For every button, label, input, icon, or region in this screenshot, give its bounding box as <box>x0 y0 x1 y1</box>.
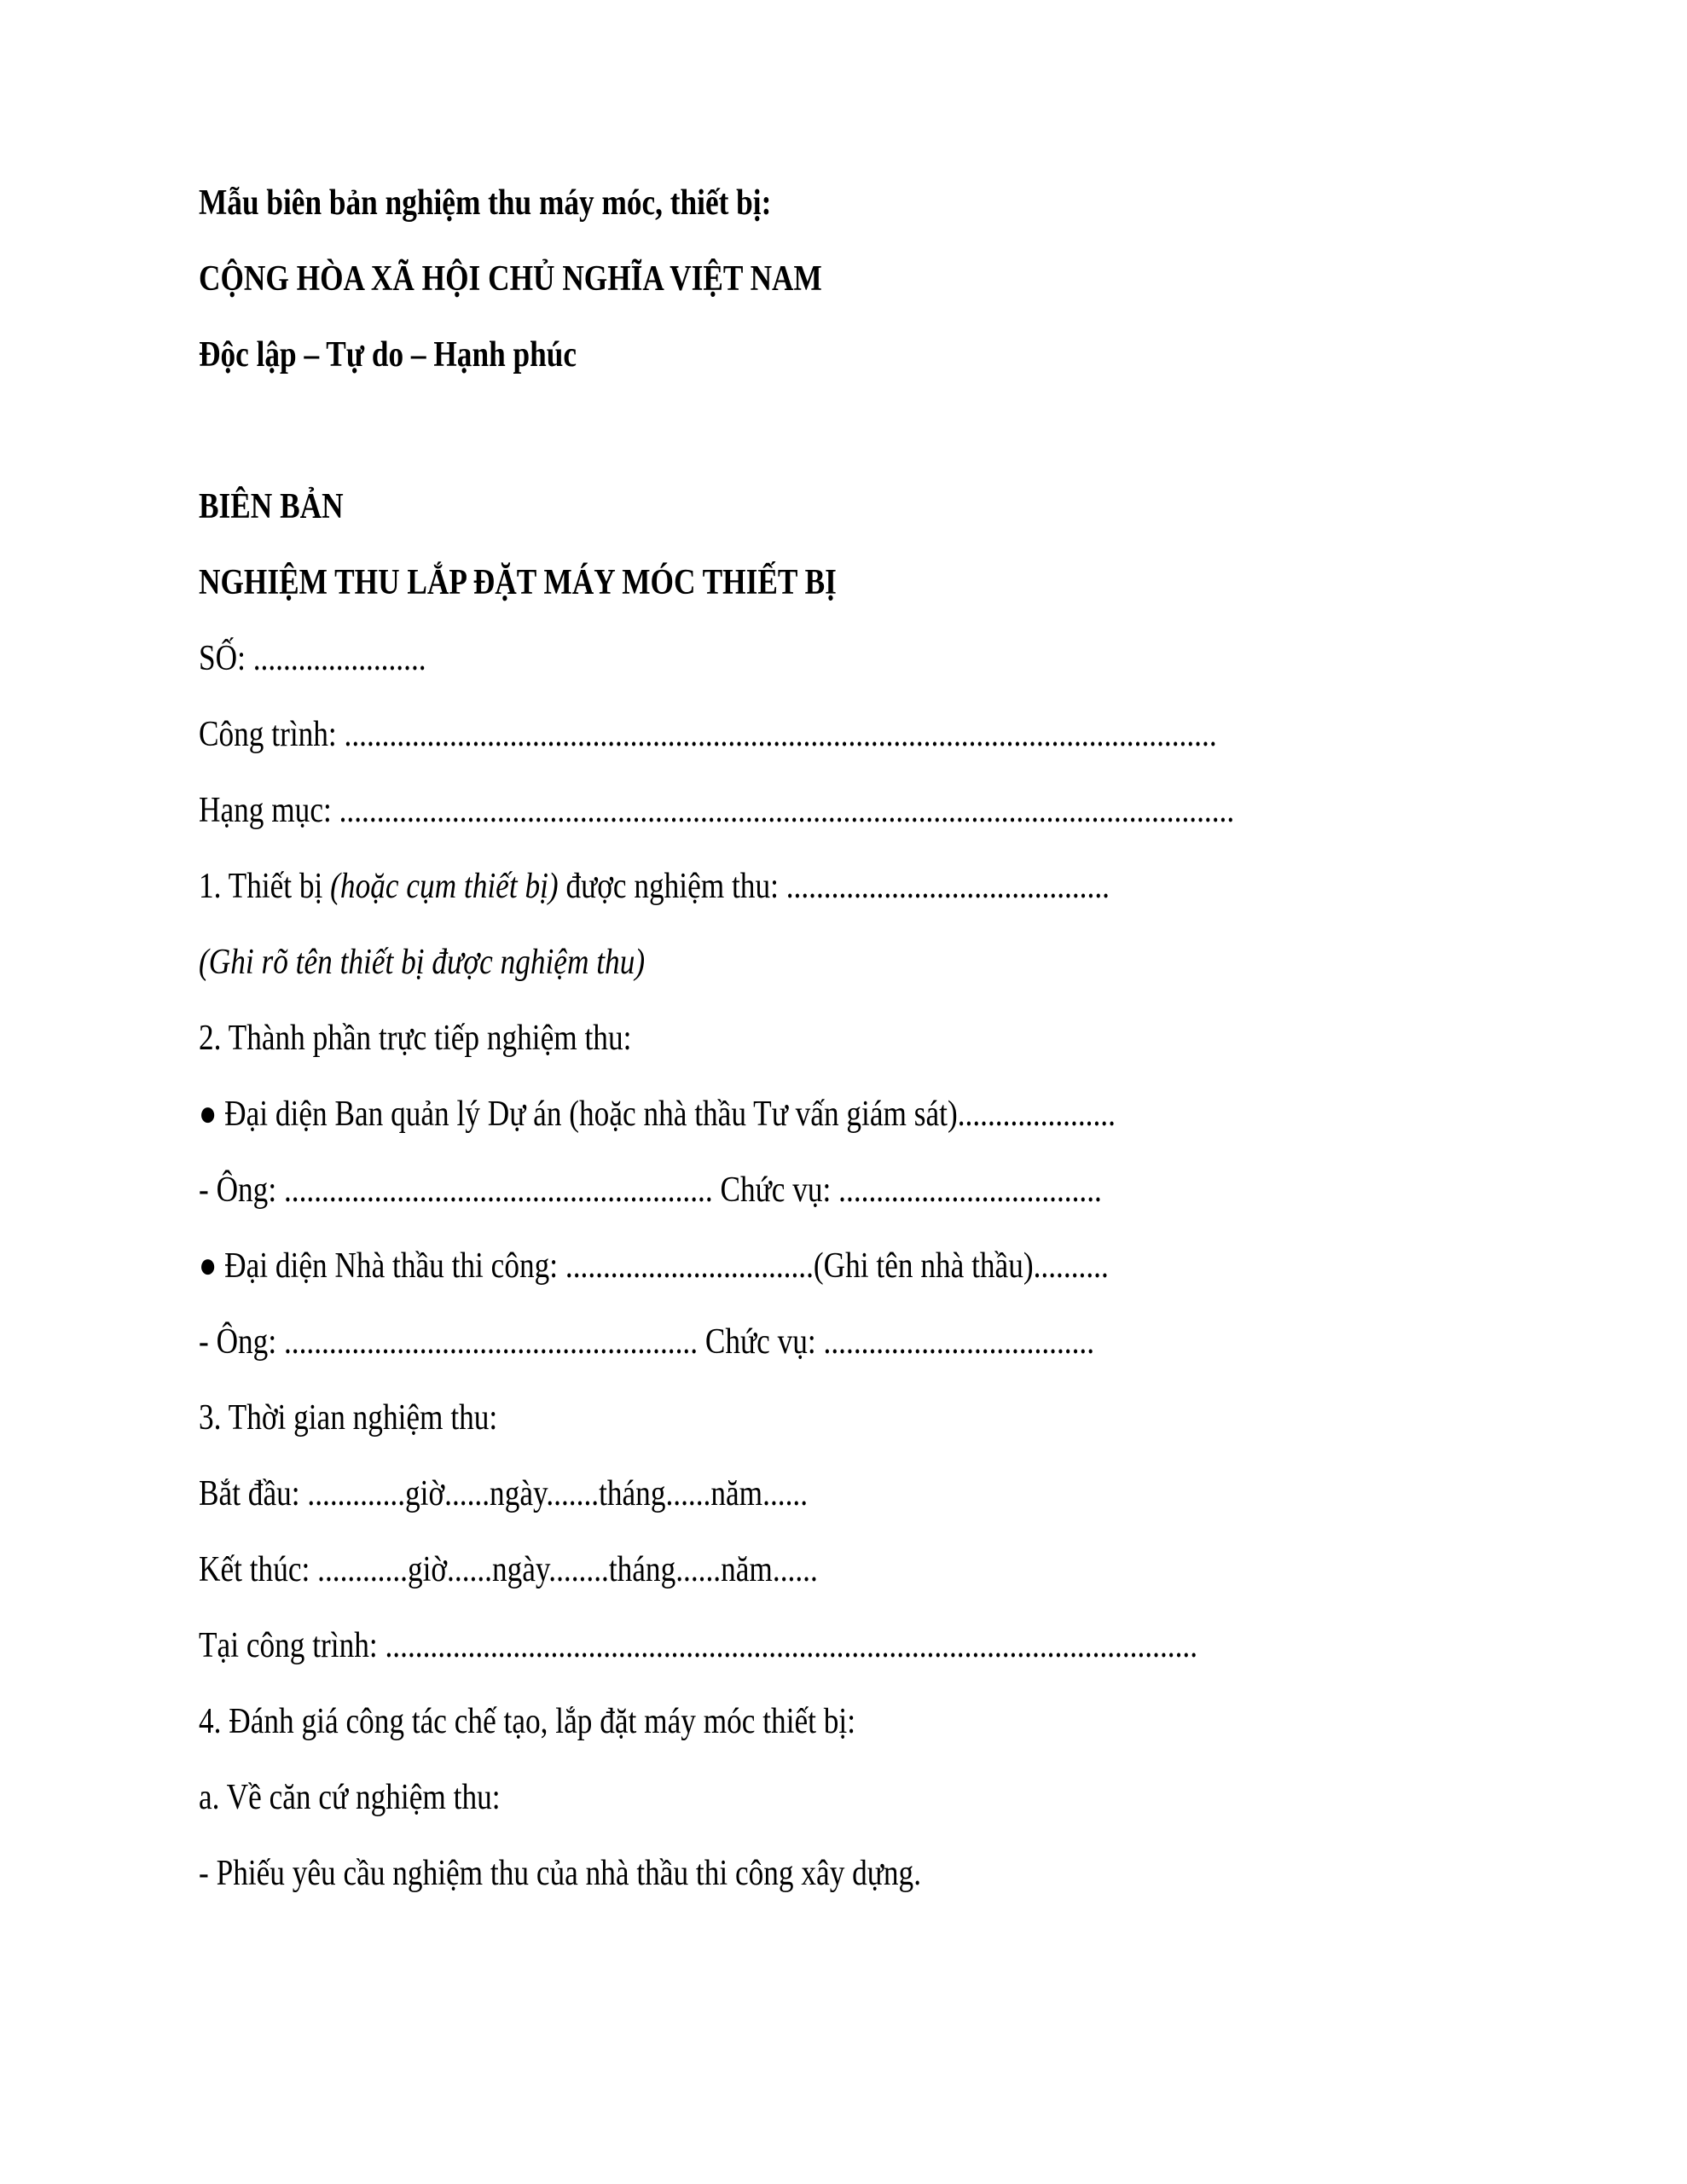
national-header-line1: CỘNG HÒA XÃ HỘI CHỦ NGHĨA VIỆT NAM <box>199 259 822 299</box>
section4-sub-a: a. Về căn cứ nghiệm thu: <box>199 1778 501 1817</box>
section3-heading: 3. Thời gian nghiệm thu: <box>199 1398 498 1438</box>
report-title-line1: BIÊN BẢN <box>199 487 344 526</box>
report-title-line2: NGHIỆM THU LẮP ĐẶT MÁY MÓC THIẾT BỊ <box>199 563 837 602</box>
section4-heading: 4. Đánh giá công tác chế tạo, lắp đặt máy móc thiết bị: <box>199 1702 856 1741</box>
section1-note: (Ghi rõ tên thiết bị được nghiệm thu) <box>199 943 646 982</box>
section2-contractor-representative: - Ông: ....................................................... Chức vụ: .................................... <box>199 1322 1095 1362</box>
section3-location: Tại công trình: ............................................................................................................ <box>199 1626 1198 1665</box>
section2-heading: 2. Thành phần trực tiếp nghiệm thu: <box>199 1019 632 1058</box>
national-header-motto: Độc lập – Tự do – Hạnh phúc <box>199 335 577 375</box>
section2-bullet-contractor: ● Đại diện Nhà thầu thi công: .................................(Ghi tên nhà thầu).......... <box>199 1246 1109 1286</box>
blank-line <box>199 393 1406 469</box>
section1-equipment-parenthetical: (hoặc cụm thiết bị) <box>330 867 559 906</box>
section1-equipment-post: được nghiệm thu: ........................................... <box>558 867 1110 906</box>
section3-end-time: Kết thúc: ............giờ......ngày........tháng......năm...... <box>199 1550 818 1589</box>
section3-start-time: Bắt đầu: .............giờ......ngày.......tháng......năm...... <box>199 1474 809 1513</box>
section4-item-request: - Phiếu yêu cầu nghiệm thu của nhà thầu thi công xây dựng. <box>199 1854 922 1893</box>
field-category: Hạng mục: ....................................................................................................................... <box>199 791 1235 830</box>
template-caption: Mẫu biên bản nghiệm thu máy móc, thiết bị: <box>199 183 772 223</box>
field-number: SỐ: ....................... <box>199 639 426 678</box>
section1-equipment-pre: 1. Thiết bị <box>199 867 331 906</box>
section2-pmu-representative: - Ông: ......................................................... Chức vụ: ................................... <box>199 1170 1102 1210</box>
section1-equipment-line <box>199 849 1406 925</box>
section2-bullet-pmu: ● Đại diện Ban quản lý Dự án (hoặc nhà thầu Tư vấn giám sát)..................... <box>199 1095 1116 1134</box>
field-project: Công trình: .................................................................................................................... <box>199 715 1217 754</box>
